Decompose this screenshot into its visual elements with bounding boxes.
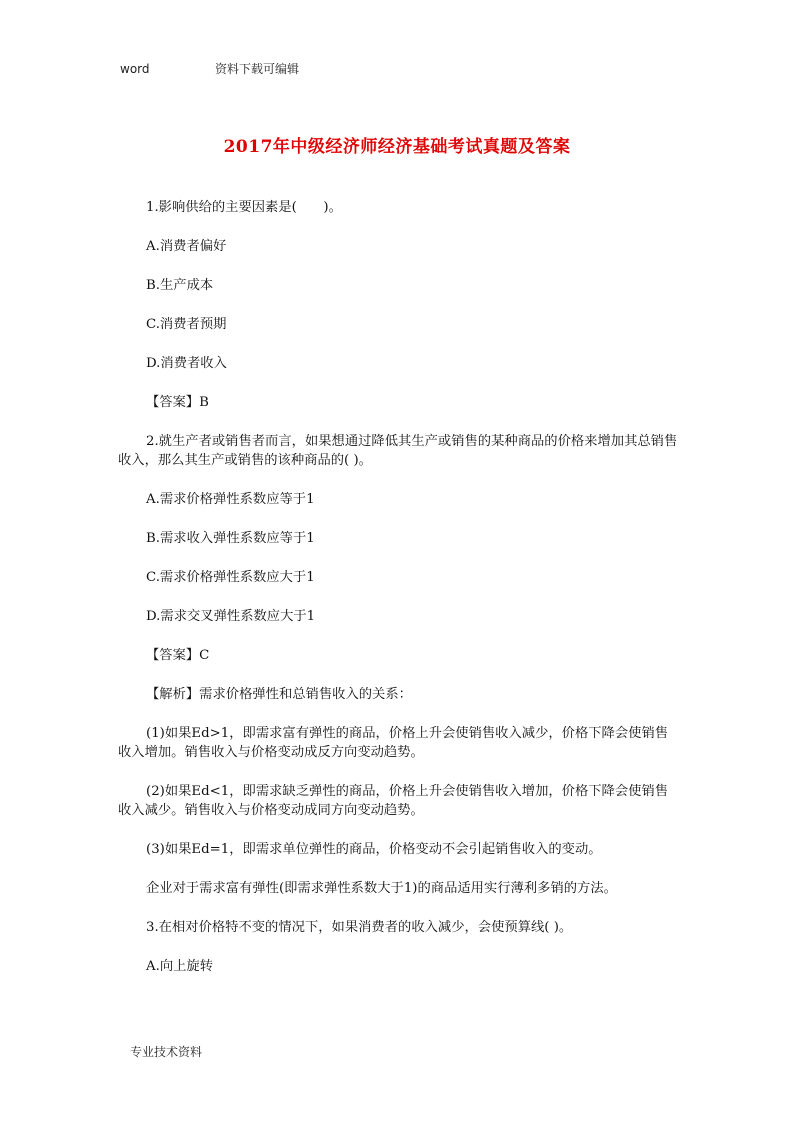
analysis-point-1: (1)如果Ed>1，即需求富有弹性的商品，价格上升会使销售收入减少，价格下降会使销售收入增加。销售收入与价格变动成反方向变动趋势。 <box>118 726 669 760</box>
option-d: D.需求交叉弹性系数应大于1 <box>146 609 316 624</box>
option-c: C.消费者预期 <box>146 317 227 332</box>
page-footer: 专业技术资料 <box>130 1045 203 1059</box>
analysis-point-3: (3)如果Ed=1，即需求单位弹性的商品，价格变动不会引起销售收入的变动。 <box>146 842 602 857</box>
header-right-text: 资料下载可编辑 <box>215 62 300 76</box>
option-a: A.需求价格弹性系数应等于1 <box>146 492 315 507</box>
question-2: 2.就生产者或销售者而言，如果想通过降低其生产或销售的某种商品的价格来增加其总销售收入，那么其生产或销售的该种商品的( )。 <box>118 434 678 468</box>
option-d: D.消费者收入 <box>146 356 227 371</box>
option-a: A.向上旋转 <box>146 959 214 974</box>
header-left-text: word <box>120 62 150 76</box>
question-3: 3.在相对价格特不变的情况下，如果消费者的收入减少，会使预算线( )。 <box>146 920 573 935</box>
answer-2: 【答案】C <box>146 648 210 663</box>
option-a: A.消费者偏好 <box>146 239 227 254</box>
page-header <box>120 60 299 77</box>
analysis-point-2: (2)如果Ed<1，即需求缺乏弹性的商品，价格上升会使销售收入增加，价格下降会使销售收入减少。销售收入与价格变动成同方向变动趋势。 <box>118 784 669 818</box>
option-b: B.需求收入弹性系数应等于1 <box>146 531 315 546</box>
document-body <box>118 198 678 996</box>
analysis-conclusion: 企业对于需求富有弹性(即需求弹性系数大于1)的商品适用实行薄利多销的方法。 <box>146 881 617 896</box>
option-b: B.生产成本 <box>146 278 214 293</box>
answer-1: 【答案】B <box>146 395 209 410</box>
option-c: C.需求价格弹性系数应大于1 <box>146 570 315 585</box>
document-title: 2017年中级经济师经济基础考试真题及答案 <box>223 137 571 157</box>
analysis-heading: 【解析】需求价格弹性和总销售收入的关系： <box>146 687 412 702</box>
question-1: 1.影响供给的主要因素是( )。 <box>146 200 342 215</box>
